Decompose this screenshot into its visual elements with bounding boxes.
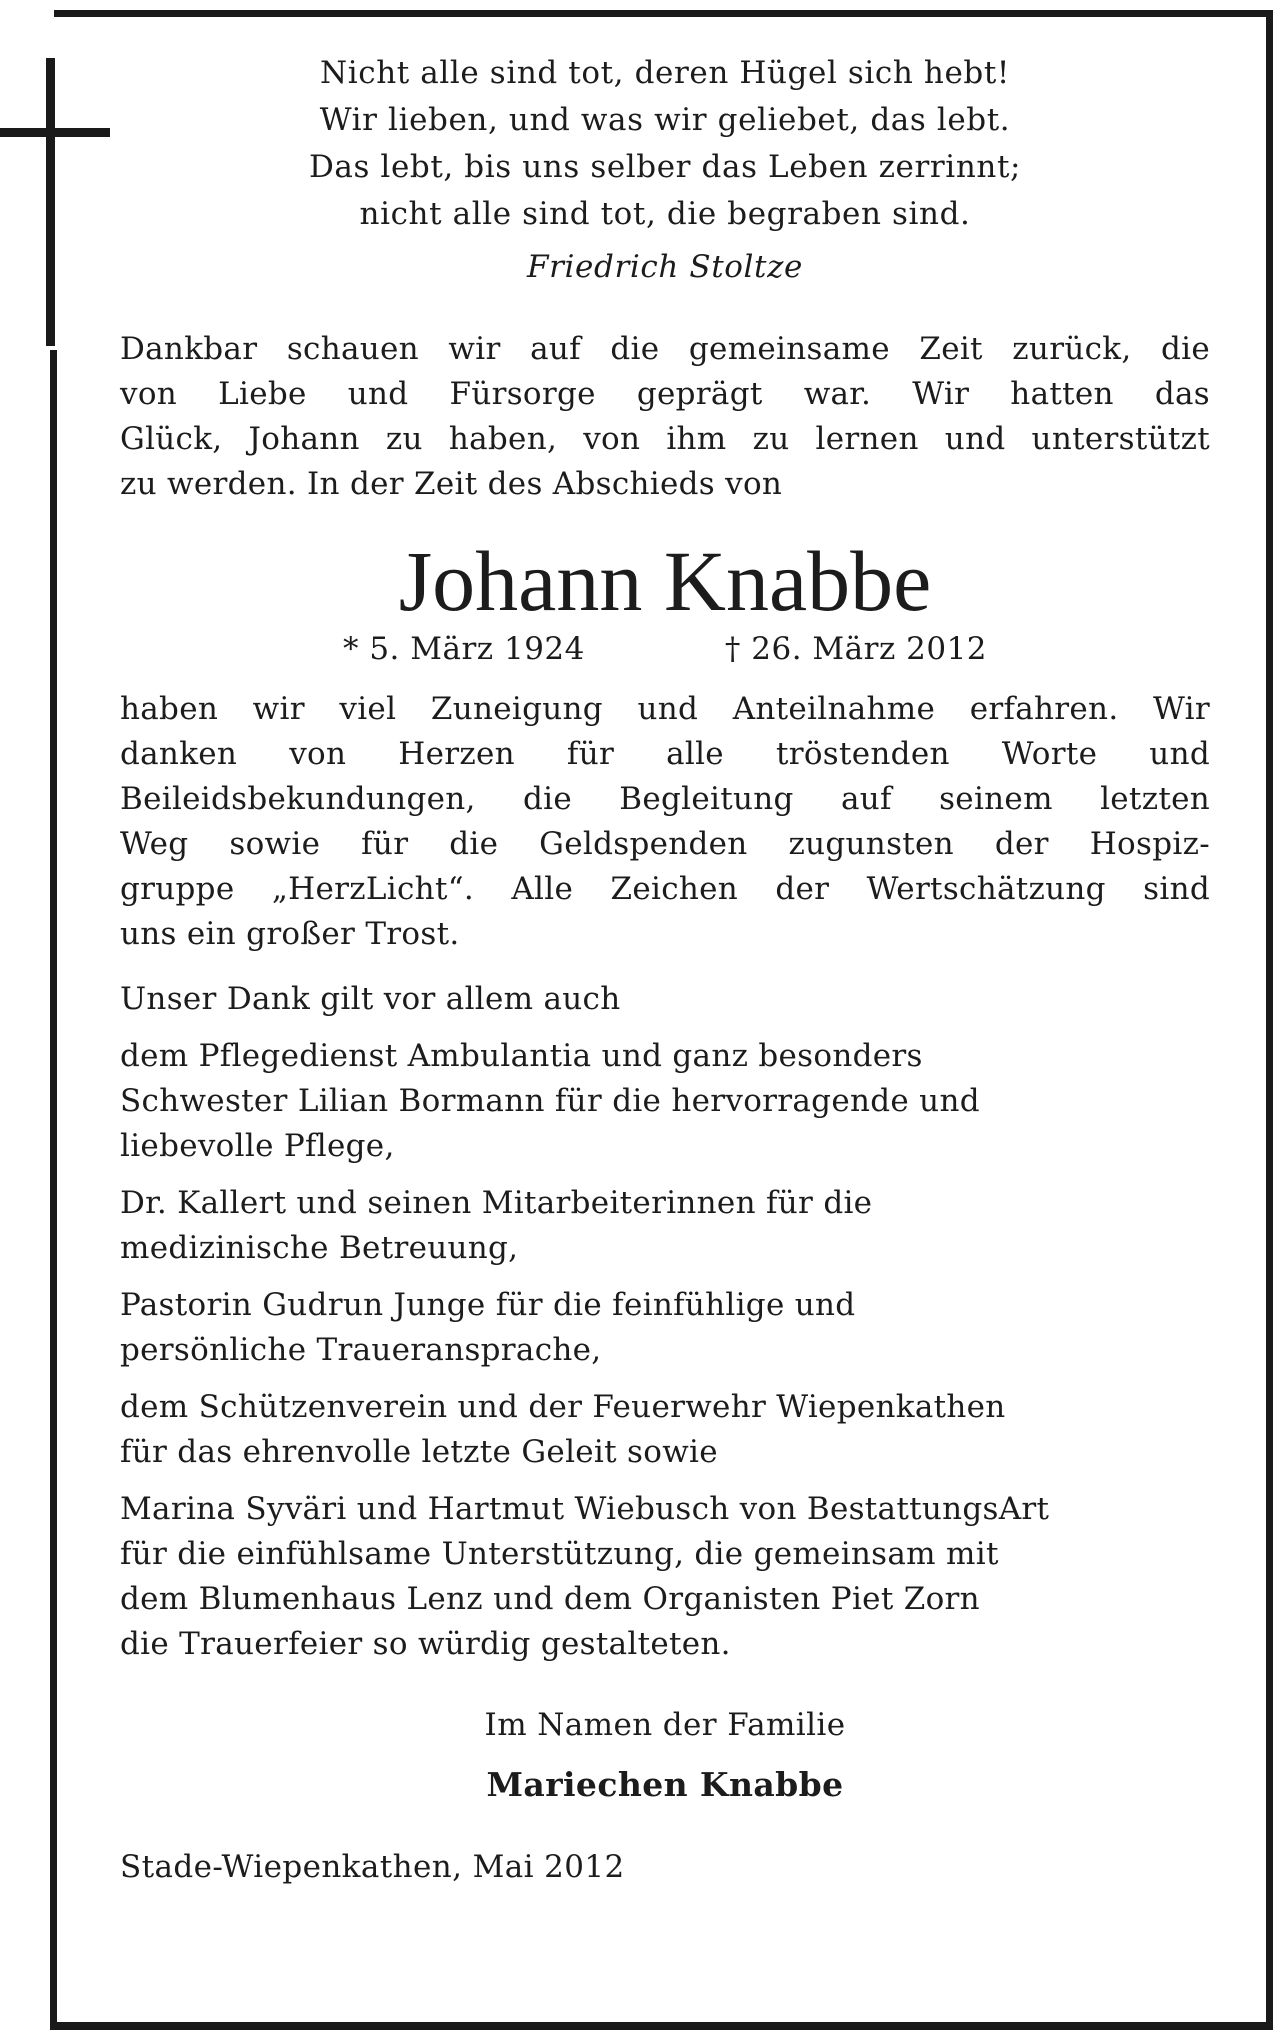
text-line: Beileidsbekundungen, die Begleitung auf seinem letzten	[120, 781, 1210, 817]
text-line: Pastorin Gudrun Junge für die feinfühlige und	[120, 1287, 856, 1323]
text-line: dem Schützenverein und der Feuerwehr Wiepenkathen	[120, 1389, 1006, 1425]
text-line: liebevolle Pflege,	[120, 1128, 395, 1164]
thanks-heading: Unser Dank gilt vor allem auch	[120, 981, 621, 1017]
poem-line: Wir lieben, und was wir geliebet, das lebt.	[319, 102, 1011, 138]
text-line: von Liebe und Fürsorge geprägt war. Wir hatten das	[120, 376, 1210, 412]
life-dates	[120, 629, 1210, 669]
text-line: für das ehrenvolle letzte Geleit sowie	[120, 1434, 718, 1470]
text-line: für die einfühlsame Unterstützung, die gemeinsam mit	[120, 1536, 999, 1572]
thanks-item	[120, 1181, 1210, 1271]
signoff-phrase: Im Namen der Familie	[484, 1707, 846, 1743]
poem-author: Friedrich Stoltze	[527, 249, 803, 285]
text-line: zu werden. In der Zeit des Abschieds von	[120, 466, 783, 502]
poem-line: Das lebt, bis uns selber das Leben zerrinnt;	[308, 149, 1022, 185]
frame-top-border	[54, 10, 1272, 17]
text-line: Glück, Johann zu haben, von ihm zu lernen und unterstützt	[120, 421, 1210, 457]
text-line: haben wir viel Zuneigung und Anteilnahme erfahren. Wir	[120, 691, 1210, 727]
text-line: die Trauerfeier so würdig gestalteten.	[120, 1626, 731, 1662]
text-line: Weg sowie für die Geldspenden zugunsten der Hospiz-	[120, 826, 1210, 862]
text-line: uns ein großer Trost.	[120, 916, 460, 952]
birth-date: * 5. März 1924	[342, 631, 585, 667]
text-line: danken von Herzen für alle tröstenden Worte und	[120, 736, 1210, 772]
poem-line: nicht alle sind tot, die begraben sind.	[359, 196, 971, 232]
text-line: Marina Syväri und Hartmut Wiebusch von BestattungsArt	[120, 1491, 1050, 1527]
thanks-item	[120, 1385, 1210, 1475]
thanks-item	[120, 1034, 1210, 1169]
thanks-item	[120, 1487, 1210, 1667]
text-line: persönliche Traueransprache,	[120, 1332, 602, 1368]
obituary-notice	[120, 50, 1210, 1890]
frame-right-border	[1266, 10, 1273, 2030]
deceased-name: Johann Knabbe	[398, 533, 932, 629]
body-paragraph	[120, 687, 1210, 957]
text-line: Schwester Lilian Bormann für die hervorragende und	[120, 1083, 980, 1119]
cross-horizontal-bar	[0, 128, 110, 137]
frame-bottom-border	[50, 2022, 1273, 2030]
signer-name: Mariechen Knabbe	[486, 1765, 844, 1804]
text-line: dem Blumenhaus Lenz und dem Organisten Piet Zorn	[120, 1581, 980, 1617]
text-line: gruppe „HerzLicht“. Alle Zeichen der Wertschätzung sind	[120, 871, 1210, 907]
text-line: medizinische Betreuung,	[120, 1230, 519, 1266]
text-line: Dr. Kallert und seinen Mitarbeiterinnen für die	[120, 1185, 873, 1221]
intro-paragraph	[120, 327, 1210, 507]
place-date: Stade-Wiepenkathen, Mai 2012	[120, 1849, 625, 1885]
text-line: dem Pflegedienst Ambulantia und ganz besonders	[120, 1038, 923, 1074]
frame-left-border	[50, 350, 57, 2030]
poem-line: Nicht alle sind tot, deren Hügel sich hebt!	[320, 55, 1010, 91]
text-line: Dankbar schauen wir auf die gemeinsame Zeit zurück, die	[120, 331, 1210, 367]
death-date: † 26. März 2012	[724, 631, 988, 667]
thanks-item	[120, 1283, 1210, 1373]
poem	[120, 50, 1210, 291]
cross-vertical-bar	[46, 58, 55, 346]
